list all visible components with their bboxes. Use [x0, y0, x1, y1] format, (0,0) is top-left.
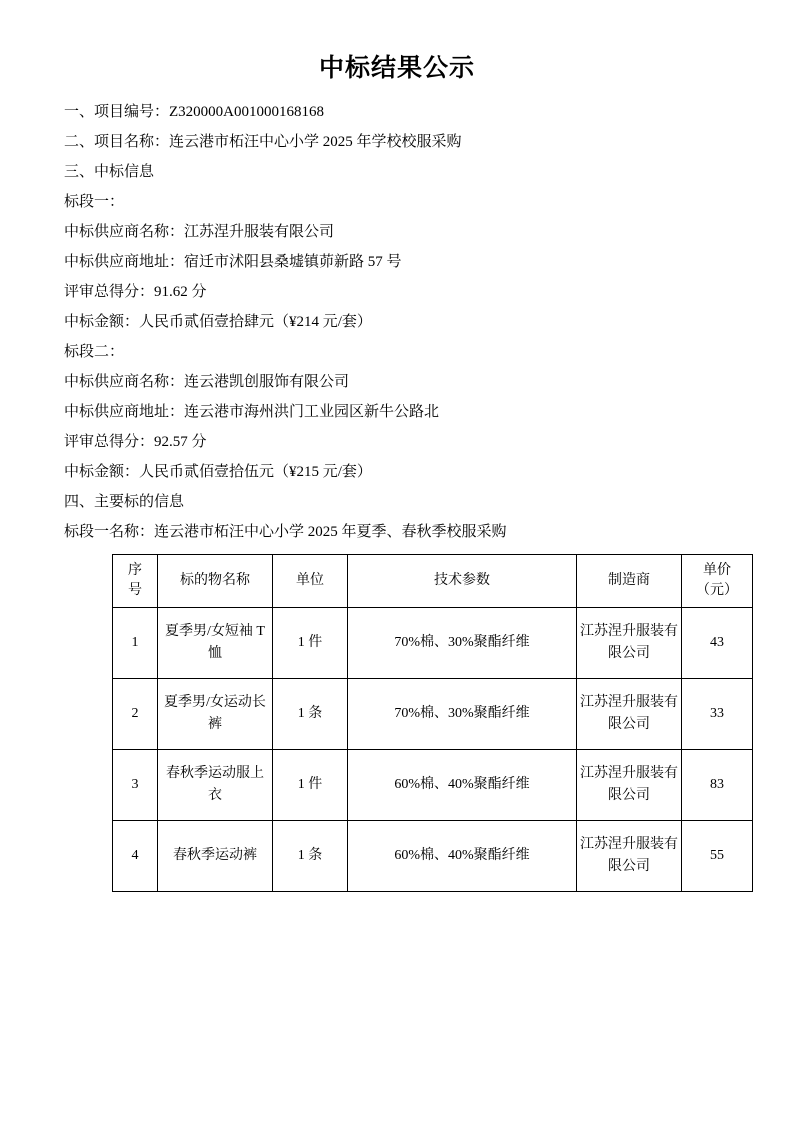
project-name-line: 二、项目名称：连云港市柘汪中心小学 2025 年学校校服采购: [64, 134, 462, 150]
row-name: 春秋季运动裤: [158, 821, 273, 892]
header-name: 标的物名称: [158, 555, 273, 608]
row-maker: 江苏涅升服装有限公司: [577, 821, 682, 892]
row-no: 1: [113, 608, 158, 679]
lot-two-score: 评审总得分：92.57 分: [64, 434, 207, 450]
lot-two-amount: 中标金额：人民币贰佰壹拾伍元（¥215 元/套）: [64, 464, 372, 480]
page-title: 中标结果公示: [318, 54, 475, 82]
lot-one-supplier-address: 中标供应商地址：宿迁市沭阳县桑墟镇茆新路 57 号: [64, 254, 402, 270]
header-unit: 单位: [273, 555, 348, 608]
bid-info-heading: 三、中标信息: [64, 164, 155, 180]
row-spec: 70%棉、30%聚酯纤维: [348, 679, 577, 750]
header-price-line1: 单价: [703, 563, 731, 578]
lot-two-heading: 标段二：: [64, 344, 125, 360]
lot-one-score: 评审总得分：91.62 分: [64, 284, 207, 300]
lot-one-amount: 中标金额：人民币贰佰壹拾肆元（¥214 元/套）: [64, 314, 372, 330]
lot-one-supplier-name: 中标供应商名称：江苏涅升服装有限公司: [64, 224, 335, 240]
row-price: 33: [682, 679, 753, 750]
project-number-line: 一、项目编号：Z320000A001000168168: [64, 104, 324, 120]
table-row: [113, 679, 753, 750]
row-no: 3: [113, 750, 158, 821]
row-unit: 1 条: [273, 821, 348, 892]
row-unit: 1 条: [273, 679, 348, 750]
row-spec: 60%棉、40%聚酯纤维: [348, 750, 577, 821]
header-no-line1: 序: [128, 563, 142, 578]
table-row: [113, 608, 753, 679]
row-no: 2: [113, 679, 158, 750]
header-price-line2: （元）: [696, 583, 738, 598]
lot-two-supplier-address: 中标供应商地址：连云港市海州洪门工业园区新牛公路北: [64, 404, 440, 420]
table-header-row: [113, 555, 753, 608]
row-name: 夏季男/女运动长裤: [158, 679, 273, 750]
header-no-line2: 号: [128, 583, 142, 598]
table-row: [113, 750, 753, 821]
row-spec: 60%棉、40%聚酯纤维: [348, 821, 577, 892]
row-unit: 1 件: [273, 750, 348, 821]
row-unit: 1 件: [273, 608, 348, 679]
lot-two-supplier-name: 中标供应商名称：连云港凯创服饰有限公司: [64, 374, 350, 390]
header-spec: 技术参数: [348, 555, 577, 608]
row-name: 春秋季运动服上衣: [158, 750, 273, 821]
lot-one-heading: 标段一：: [64, 194, 125, 210]
header-maker: 制造商: [577, 555, 682, 608]
header-price: [682, 555, 753, 608]
row-name: 夏季男/女短袖 T 恤: [158, 608, 273, 679]
row-maker: 江苏涅升服装有限公司: [577, 679, 682, 750]
row-price: 55: [682, 821, 753, 892]
row-maker: 江苏涅升服装有限公司: [577, 608, 682, 679]
goods-table: [112, 554, 753, 892]
row-price: 43: [682, 608, 753, 679]
row-spec: 70%棉、30%聚酯纤维: [348, 608, 577, 679]
row-no: 4: [113, 821, 158, 892]
main-subject-heading: 四、主要标的信息: [64, 494, 185, 510]
lot-one-subject-name: 标段一名称：连云港市柘汪中心小学 2025 年夏季、春秋季校服采购: [64, 524, 507, 540]
row-price: 83: [682, 750, 753, 821]
row-maker: 江苏涅升服装有限公司: [577, 750, 682, 821]
table-row: [113, 821, 753, 892]
header-no: [113, 555, 158, 608]
